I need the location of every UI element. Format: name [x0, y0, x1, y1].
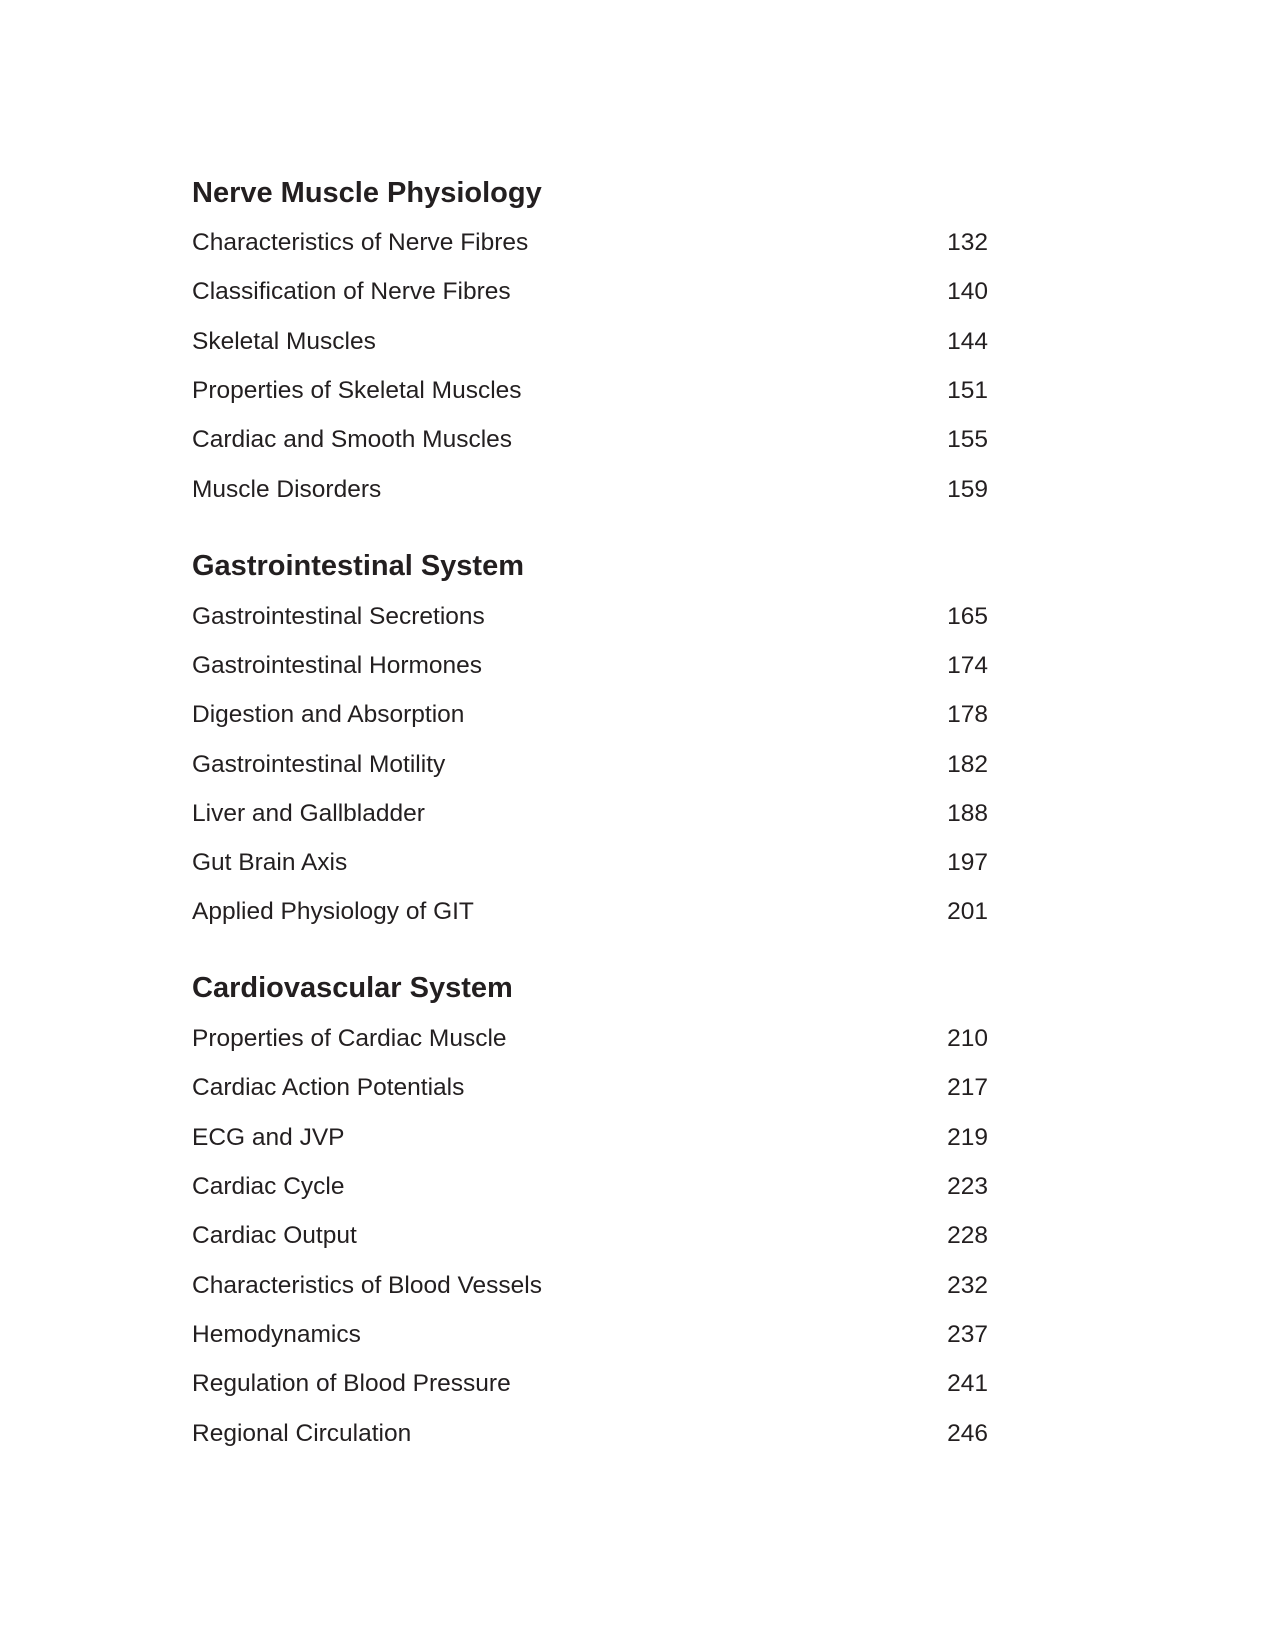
entry-page-number: 165 [947, 603, 988, 630]
entry-page-number: 159 [947, 476, 988, 503]
entry-page-number: 241 [947, 1370, 988, 1397]
entry-title: Cardiac Cycle [192, 1173, 345, 1200]
toc-entry[interactable] [192, 1122, 988, 1154]
toc-entry[interactable] [192, 1072, 988, 1104]
toc-entry[interactable] [192, 847, 988, 879]
entry-page-number: 219 [947, 1124, 988, 1151]
entry-title: Regulation of Blood Pressure [192, 1370, 511, 1397]
entry-page-number: 151 [947, 377, 988, 404]
entry-page-number: 223 [947, 1173, 988, 1200]
entry-title: Applied Physiology of GIT [192, 898, 474, 925]
entry-title: Hemodynamics [192, 1321, 361, 1348]
section-heading: Cardiovascular System [192, 972, 513, 1004]
entry-title: Skeletal Muscles [192, 328, 376, 355]
toc-entry[interactable] [192, 276, 988, 308]
toc-entry[interactable] [192, 326, 988, 358]
entry-title: Gastrointestinal Hormones [192, 652, 483, 679]
entry-page-number: 178 [947, 701, 988, 728]
section-heading: Nerve Muscle Physiology [192, 177, 542, 209]
entry-title: Cardiac Output [192, 1222, 357, 1249]
entry-page-number: 237 [947, 1321, 988, 1348]
entry-title: Classification of Nerve Fibres [192, 278, 511, 305]
entry-page-number: 217 [947, 1074, 988, 1101]
toc-entry[interactable] [192, 474, 988, 506]
entry-page-number: 140 [947, 278, 988, 305]
entry-title: Characteristics of Blood Vessels [192, 1272, 542, 1299]
toc-entry[interactable] [192, 1023, 988, 1055]
entry-page-number: 188 [947, 800, 988, 827]
toc-entry[interactable] [192, 798, 988, 830]
toc-entry[interactable] [192, 601, 988, 633]
toc-entry[interactable] [192, 1171, 988, 1203]
toc-entry[interactable] [192, 896, 988, 928]
entry-page-number: 155 [947, 426, 988, 453]
toc-entry[interactable] [192, 227, 988, 259]
entry-page-number: 228 [947, 1222, 988, 1249]
entry-title: Muscle Disorders [192, 476, 382, 503]
toc-entry[interactable] [192, 1319, 988, 1351]
toc-entry[interactable] [192, 699, 988, 731]
entry-title: Gastrointestinal Motility [192, 751, 446, 778]
toc-entry[interactable] [192, 650, 988, 682]
entry-page-number: 132 [947, 229, 988, 256]
toc-entry[interactable] [192, 1418, 988, 1450]
entry-page-number: 197 [947, 849, 988, 876]
entry-title: ECG and JVP [192, 1124, 345, 1151]
entry-title: Digestion and Absorption [192, 701, 465, 728]
entry-title: Properties of Skeletal Muscles [192, 377, 522, 404]
toc-entry[interactable] [192, 1220, 988, 1252]
entry-title: Gut Brain Axis [192, 849, 348, 876]
entry-title: Gastrointestinal Secretions [192, 603, 485, 630]
toc-entry[interactable] [192, 424, 988, 456]
entry-title: Liver and Gallbladder [192, 800, 425, 827]
entry-title: Properties of Cardiac Muscle [192, 1025, 507, 1052]
entry-title: Cardiac Action Potentials [192, 1074, 465, 1101]
entry-page-number: 201 [947, 898, 988, 925]
toc-entry[interactable] [192, 1368, 988, 1400]
entry-page-number: 174 [947, 652, 988, 679]
entry-title: Regional Circulation [192, 1420, 412, 1447]
entry-page-number: 210 [947, 1025, 988, 1052]
toc-entry[interactable] [192, 1270, 988, 1302]
entry-page-number: 232 [947, 1272, 988, 1299]
entry-page-number: 246 [947, 1420, 988, 1447]
entry-page-number: 182 [947, 751, 988, 778]
section-heading: Gastrointestinal System [192, 550, 524, 582]
entry-title: Characteristics of Nerve Fibres [192, 229, 529, 256]
toc-entry[interactable] [192, 749, 988, 781]
toc-entry[interactable] [192, 375, 988, 407]
entry-page-number: 144 [947, 328, 988, 355]
entry-title: Cardiac and Smooth Muscles [192, 426, 513, 453]
